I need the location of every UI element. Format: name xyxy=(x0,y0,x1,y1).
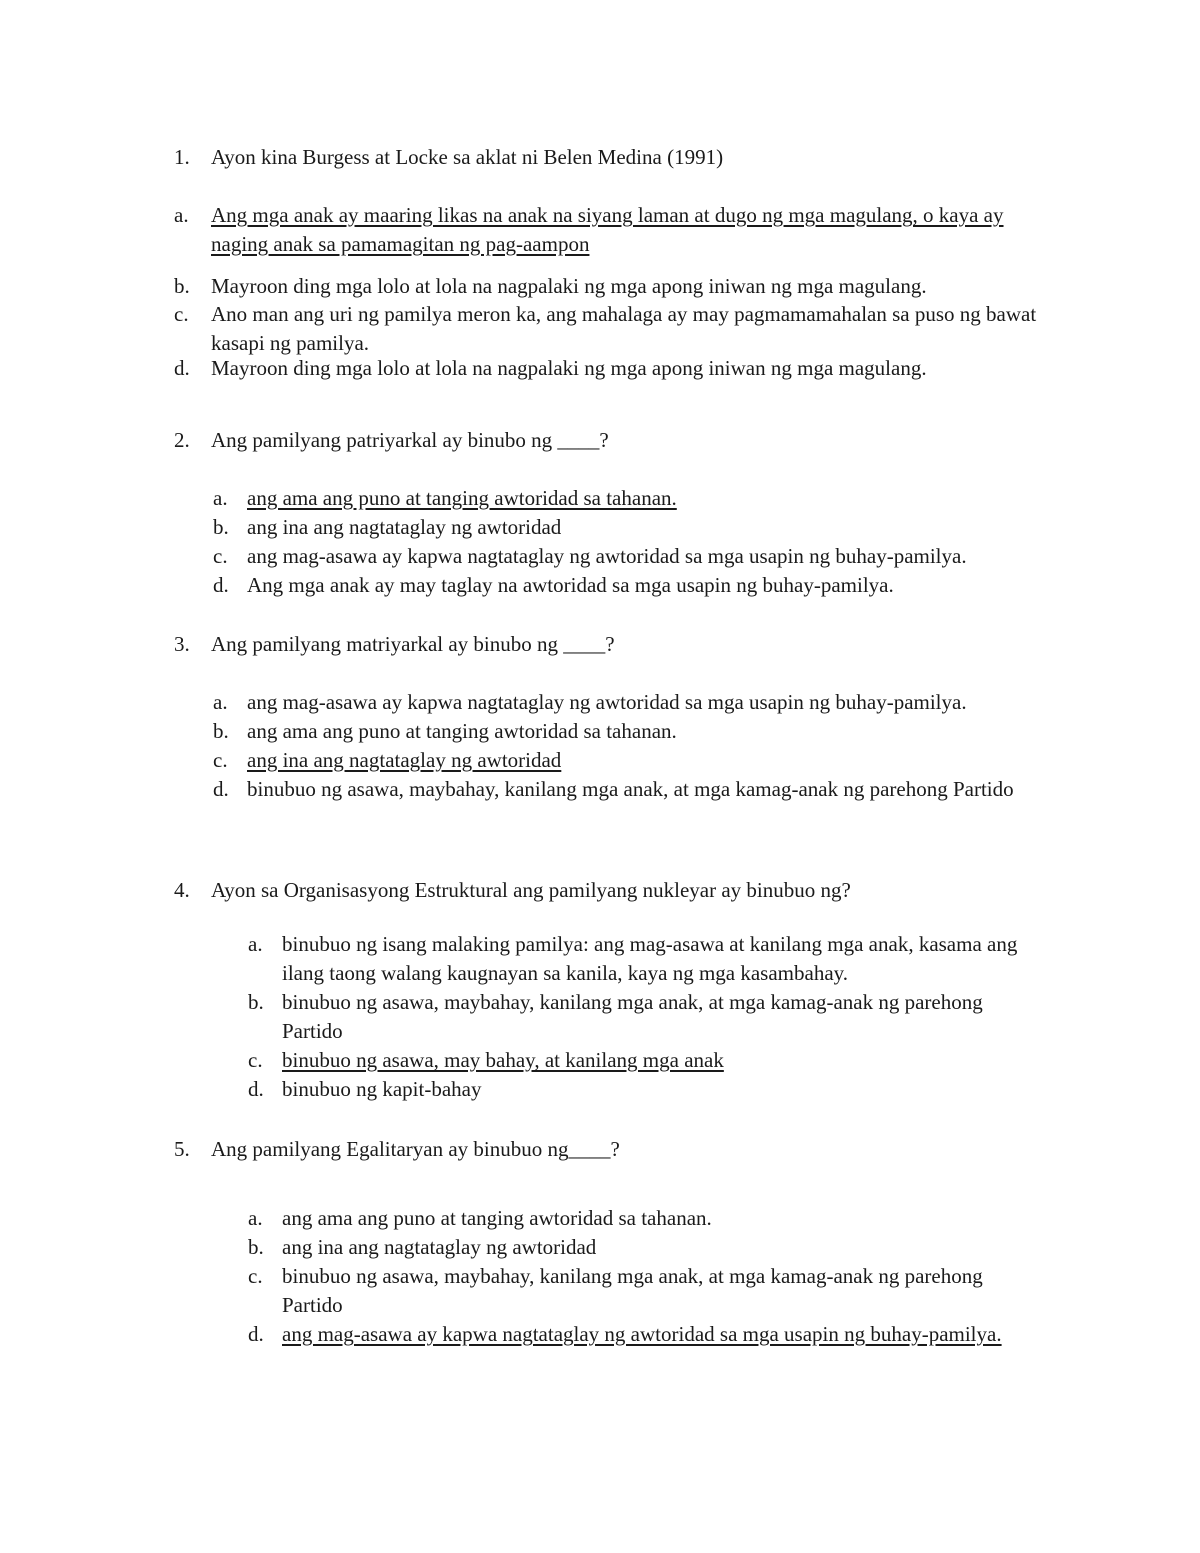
option-letter: c. xyxy=(174,302,189,326)
option-letter: c. xyxy=(213,544,228,568)
option-text: ang mag-asawa ay kapwa nagtataglay ng awtoridad sa mga usapin ng buhay-pamilya. xyxy=(247,690,967,714)
option-text: ang mag-asawa ay kapwa nagtataglay ng awtoridad sa mga usapin ng buhay-pamilya. xyxy=(282,1322,1002,1346)
option-letter: c. xyxy=(213,748,228,772)
option-text: binubuo ng isang malaking pamilya: ang mag-asawa at kanilang mga anak, kasama ang ilang taong walang kaugnayan sa kanila, kaya ng mga kasambahay. xyxy=(282,932,1018,985)
option-text: ang ina ang nagtataglay ng awtoridad xyxy=(282,1235,597,1259)
question-number: 5. xyxy=(174,1137,190,1161)
option-text: ang ina ang nagtataglay ng awtoridad xyxy=(247,748,562,772)
option-text: Ang mga anak ay may taglay na awtoridad sa mga usapin ng buhay-pamilya. xyxy=(247,573,894,597)
option-text: Mayroon ding mga lolo at lola na nagpalaki ng mga apong iniwan ng mga magulang. xyxy=(211,356,927,380)
option-text: ang ama ang puno at tanging awtoridad sa tahanan. xyxy=(282,1206,712,1230)
option-text: binubuo ng asawa, maybahay, kanilang mga anak, at mga kamag-anak ng parehong Partido xyxy=(282,990,983,1043)
option-letter: c. xyxy=(248,1048,263,1072)
option-letter: b. xyxy=(174,274,190,298)
option-letter: c. xyxy=(248,1264,263,1288)
question-number: 4. xyxy=(174,878,190,902)
option-text: binubuo ng asawa, may bahay, at kanilang mga anak xyxy=(282,1048,724,1072)
option-letter: b. xyxy=(248,1235,264,1259)
option-letter: d. xyxy=(248,1077,264,1101)
option-text: Ano man ang uri ng pamilya meron ka, ang mahalaga ay may pagmamamahalan sa puso ng bawat kasapi ng pamilya. xyxy=(211,302,1037,355)
option-text: ang ama ang puno at tanging awtoridad sa tahanan. xyxy=(247,486,677,510)
option-letter: a. xyxy=(213,690,228,714)
option-letter: a. xyxy=(248,1206,263,1230)
option-letter: d. xyxy=(174,356,190,380)
question-text: Ayon kina Burgess at Locke sa aklat ni Belen Medina (1991) xyxy=(211,145,724,169)
option-letter: b. xyxy=(213,719,229,743)
option-text: binubuo ng kapit-bahay xyxy=(282,1077,482,1101)
option-text: Mayroon ding mga lolo at lola na nagpalaki ng mga apong iniwan ng mga magulang. xyxy=(211,274,927,298)
option-text: Ang mga anak ay maaring likas na anak na siyang laman at dugo ng mga magulang, o kaya ay naging anak sa pamamagitan ng pag-aampon xyxy=(211,203,1004,256)
question-text: Ang pamilyang patriyarkal ay binubo ng ____? xyxy=(211,428,609,452)
question-text: Ayon sa Organisasyong Estruktural ang pamilyang nukleyar ay binubuo ng? xyxy=(211,878,851,902)
question-text: Ang pamilyang Egalitaryan ay binubuo ng____? xyxy=(211,1137,620,1161)
question-text: Ang pamilyang matriyarkal ay binubo ng ____? xyxy=(211,632,615,656)
option-letter: d. xyxy=(213,573,229,597)
option-letter: d. xyxy=(213,777,229,801)
option-letter: b. xyxy=(248,990,264,1014)
option-text: ang ama ang puno at tanging awtoridad sa tahanan. xyxy=(247,719,677,743)
question-number: 2. xyxy=(174,428,190,452)
option-letter: d. xyxy=(248,1322,264,1346)
question-number: 1. xyxy=(174,145,190,169)
question-number: 3. xyxy=(174,632,190,656)
option-text: binubuo ng asawa, maybahay, kanilang mga anak, at mga kamag-anak ng parehong Partido xyxy=(282,1264,983,1317)
option-text: ang mag-asawa ay kapwa nagtataglay ng awtoridad sa mga usapin ng buhay-pamilya. xyxy=(247,544,967,568)
option-text: binubuo ng asawa, maybahay, kanilang mga anak, at mga kamag-anak ng parehong Partido xyxy=(247,777,1014,801)
option-letter: b. xyxy=(213,515,229,539)
option-letter: a. xyxy=(248,932,263,956)
option-letter: a. xyxy=(174,203,189,227)
option-letter: a. xyxy=(213,486,228,510)
option-text: ang ina ang nagtataglay ng awtoridad xyxy=(247,515,562,539)
